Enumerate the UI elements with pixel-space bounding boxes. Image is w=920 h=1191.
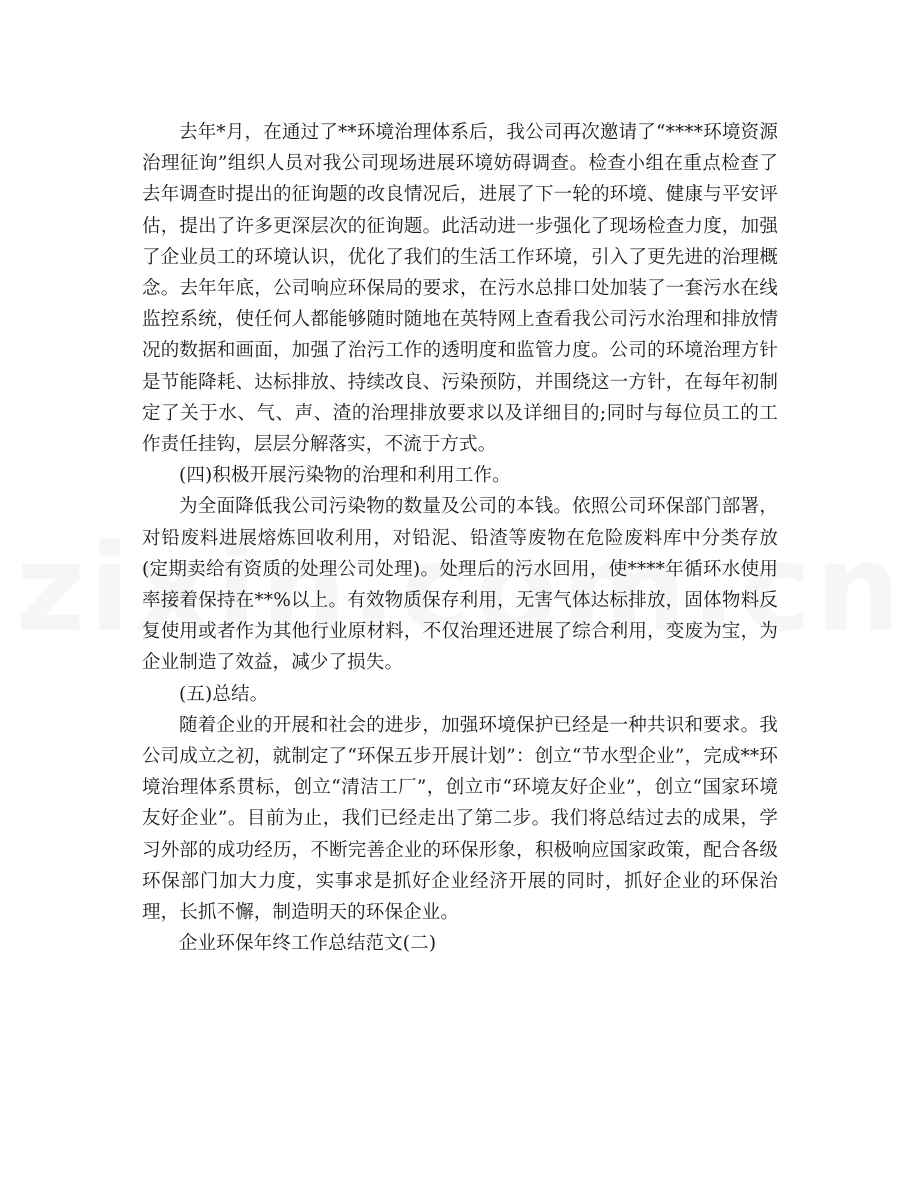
paragraph-environment-management: 去年*月，在通过了**环境治理体系后，我公司再次邀请了“****环境资源治理征询”组织人员对我公司现场进展环境妨碍调查。检查小组在重点检查了去年调查时提出的征询题的改良情况后，进展了下一轮的环境、健康与平安评估，提出了许多更深层次的征询题。此活动进一步强化了现场检查力度，加强了企业员工的环境认识，优化了我们的生活工作环境，引入了更先进的治理概念。去年年底，公司响应环保局的要求，在污水总排口处加装了一套污水在线监控系统，使任何人都能够随时随地在英特网上查看我公司污水治理和排放情况的数据和画面，加强了治污工作的透明度和监管力度。公司的环境治理方针是节能降耗、达标排放、持续改良、污染预防，并围绕这一方针，在每年初制定了关于水、气、声、渣的治理排放要求以及详细目的;同时与每位员工的工作责任挂钩，层层分解落实，不流于方式。	[142, 122, 778, 456]
document-body	[142, 117, 778, 959]
section-heading-pollutant-treatment: (四)积极开展污染物的治理和利用工作。	[179, 465, 511, 487]
section-heading-summary: (五)总结。	[179, 683, 269, 705]
paragraph-pollutant-treatment: 为全面降低我公司污染物的数量及公司的本钱。依照公司环保部门部署，对铅废料进展熔炼回收利用，对铅泥、铅渣等废物在危险废料库中分类存放(定期卖给有资质的处理公司处理)。处理后的污水回用，使****年循环水使用率接着保持在**%以上。有效物质保存利用，无害气体达标排放，固体物料反复使用或者作为其他行业原材料，不仅治理还进展了综合利用，变废为宝，为企业制造了效益，减少了损失。	[142, 496, 778, 674]
document-title-part-two: 企业环保年终工作总结范文(二)	[179, 933, 437, 955]
paragraph-summary: 随着企业的开展和社会的进步，加强环境保护已经是一种共识和要求。我公司成立之初，就制定了“环保五步开展计划”：创立“节水型企业”，完成**环境治理体系贯标，创立“清洁工厂”，创立市“环境友好企业”，创立“国家环境友好企业”。目前为止，我们已经走出了第二步。我们将总结过去的成果，学习外部的成功经历，不断完善企业的环保形象，积极响应国家政策，配合各级环保部门加大力度，实事求是抓好企业经济开展的同时，抓好企业的环保治理，长抓不懈，制造明天的环保企业。	[142, 714, 778, 924]
